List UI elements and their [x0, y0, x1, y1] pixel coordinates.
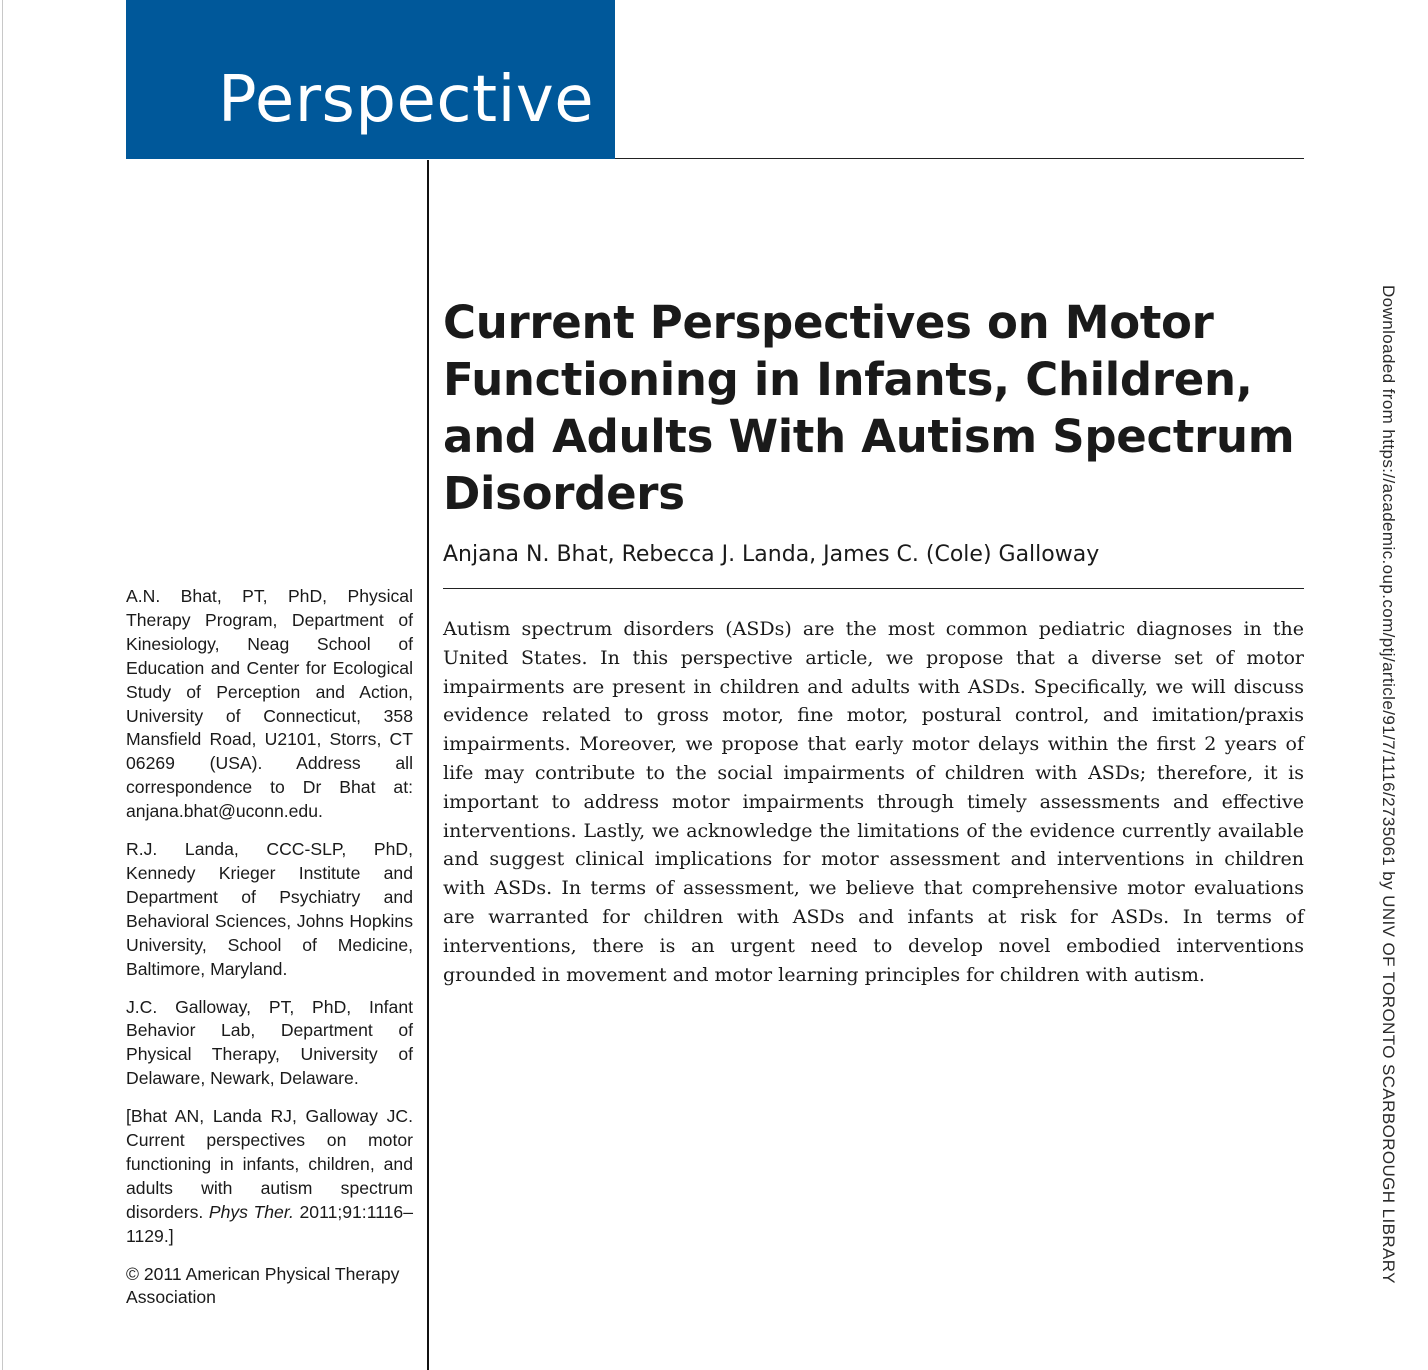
affiliation-galloway: J.C. Galloway, PT, PhD, Infant Behavior Lab, Department of Physical Therapy, University of Delaware, Newark, Delaware. [126, 996, 413, 1089]
citation-journal: Phys Ther. [208, 1201, 294, 1222]
download-notice: Downloaded from https://academic.oup.com/ptj/article/91/7/1116/2735061 by UNIV OF TORONTO SCARBOROUGH LIBRARY [1379, 285, 1398, 1284]
section-banner [126, 0, 615, 159]
section-label: Perspective [218, 63, 595, 137]
citation-suffix: 2011;91:1116–1129.] [126, 1201, 414, 1246]
header-rule [615, 158, 1304, 159]
affiliation-landa: R.J. Landa, CCC-SLP, PhD, Kennedy Krieger Institute and Department of Psychiatry and Behavioral Sciences, Johns Hopkins University, School of Medicine, Baltimore, Maryland. [126, 839, 413, 979]
column-divider [427, 160, 429, 1370]
article-authors: Anjana N. Bhat, Rebecca J. Landa, James C. (Cole) Galloway [443, 542, 1100, 567]
article-abstract: Autism spectrum disorders (ASDs) are the most common pediatric diagnoses in the United States. In this perspective article, we propose that a diverse set of motor impairments are present in children and adults with ASDs. Specifically, we will discuss evidence related to gross motor, fine motor, postural control, and imitation/praxis impairments. Moreover, we propose that early motor delays within the first 2 years of life may contribute to the social impairments of children with ASDs; therefore, it is important to address motor impairments through timely assessments and effective interventions. Lastly, we acknowledge the limitations of the evidence currently available and suggest clinical implications for motor assessment and interventions in children with ASDs. In terms of assessment, we believe that comprehensive motor evaluations are warranted for children with ASDs and infants at risk for ASDs. In terms of interventions, there is an urgent need to develop novel embodied interventions grounded in movement and motor learning principles for children with autism. [443, 618, 1304, 986]
citation-note [126, 1105, 413, 1248]
article-title: Current Perspectives on Motor Functioning in Infants, Children, and Adults With Autism Spectrum Disorders [443, 296, 1295, 520]
page-edge [2, 0, 3, 1370]
author-sidebar [126, 585, 413, 1324]
authors-rule [443, 588, 1304, 589]
citation-prefix: [Bhat AN, Landa RJ, Galloway JC. Current perspectives on motor functioning in infants, children, and adults with autism spectrum disorders. [126, 1106, 413, 1222]
affiliation-bhat: A.N. Bhat, PT, PhD, Physical Therapy Program, Department of Kinesiology, Neag School of Education and Center for Ecological Study of Perception and Action, University of Connecticut, 358 Mansfield Road, U2101, Storrs, CT 06269 (USA). Address all correspondence to Dr Bhat at: anjana.bhat@uconn.edu. [126, 586, 413, 822]
copyright-notice: © 2011 American Physical Therapy Association [126, 1263, 400, 1308]
